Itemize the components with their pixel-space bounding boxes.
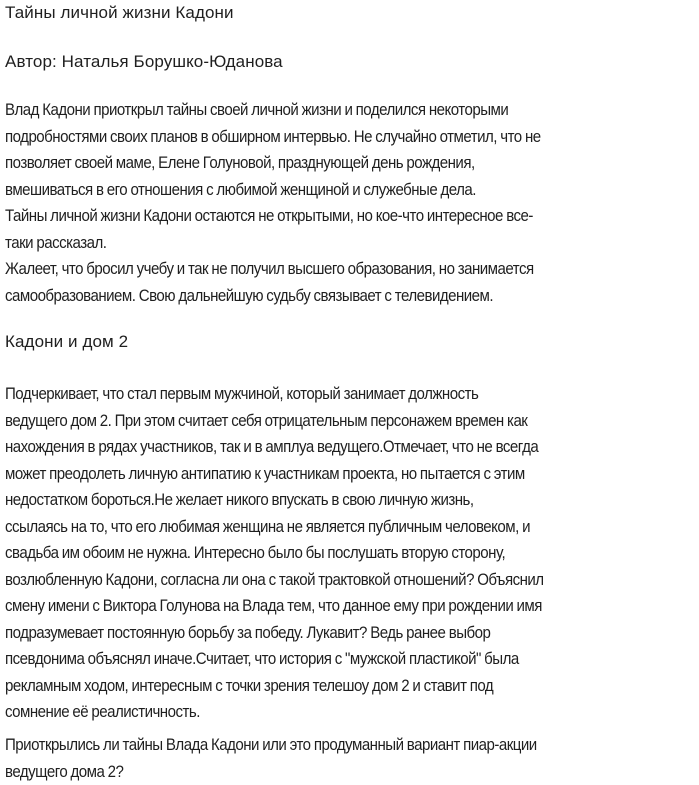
paragraph-education	[5, 256, 693, 309]
text-line: недостатком бороться.Не желает никого впускать в свою личную жизнь,	[5, 487, 693, 514]
article-title: Тайны личной жизни Кадони	[5, 3, 234, 23]
text-line: Подчеркивает, что стал первым мужчиной, который занимает должность	[5, 381, 693, 408]
text-line: нахождения в рядах участников, так и в амплуа ведущего.Отмечает, что не всегда	[5, 434, 693, 461]
text-line: вмешиваться в его отношения с любимой женщиной и служебные дела.	[5, 177, 693, 204]
paragraph-intro	[5, 97, 693, 203]
text-line: Жалеет, что бросил учебу и так не получил высшего образования, но занимается	[5, 256, 693, 283]
text-line: рекламным ходом, интересным с точки зрения телешоу дом 2 и ставит под	[5, 673, 693, 700]
text-line: псевдонима объяснял иначе.Считает, что история с "мужской пластикой" была	[5, 646, 693, 673]
text-line: позволяет своей маме, Елене Голуновой, празднующей день рождения,	[5, 150, 693, 177]
text-line: ведущего дома 2?	[5, 759, 693, 785]
text-line: ведущего дом 2. При этом считает себя отрицательным персонажем времен как	[5, 408, 693, 435]
section-subheading: Кадони и дом 2	[5, 332, 128, 352]
text-line: подразумевает постоянную борьбу за победу. Лукавит? Ведь ранее выбор	[5, 620, 693, 647]
article-author: Автор: Наталья Борушко-Юданова	[5, 52, 283, 72]
text-line: Приоткрылись ли тайны Влада Кадони или это продуманный вариант пиар-акции	[5, 732, 693, 759]
text-line: Тайны личной жизни Кадони остаются не открытыми, но кое-что интересное все-	[5, 203, 693, 230]
text-line: смену имени с Виктора Голунова на Влада тем, что данное ему при рождении имя	[5, 593, 693, 620]
text-line: ссылаясь на то, что его любимая женщина не является публичным человеком, и	[5, 514, 693, 541]
text-line: может преодолеть личную антипатию к участникам проекта, но пытается с этим	[5, 461, 693, 488]
text-line: сомнение её реалистичность.	[5, 699, 693, 726]
text-line: Влад Кадони приоткрыл тайны своей личной жизни и поделился некоторыми	[5, 97, 693, 124]
text-line: таки рассказал.	[5, 230, 693, 257]
text-line: самообразованием. Свою дальнейшую судьбу связывает с телевидением.	[5, 283, 693, 310]
text-line: свадьба им обоим не нужна. Интересно было бы послушать вторую сторону,	[5, 540, 693, 567]
paragraph-secrets	[5, 203, 693, 256]
paragraph-dom2	[5, 381, 693, 726]
paragraph-closing-question	[5, 732, 693, 785]
text-line: возлюбленную Кадони, согласна ли она с такой трактовкой отношений? Объяснил	[5, 567, 693, 594]
text-line: подробностями своих планов в обширном интервью. Не случайно отметил, что не	[5, 124, 693, 151]
